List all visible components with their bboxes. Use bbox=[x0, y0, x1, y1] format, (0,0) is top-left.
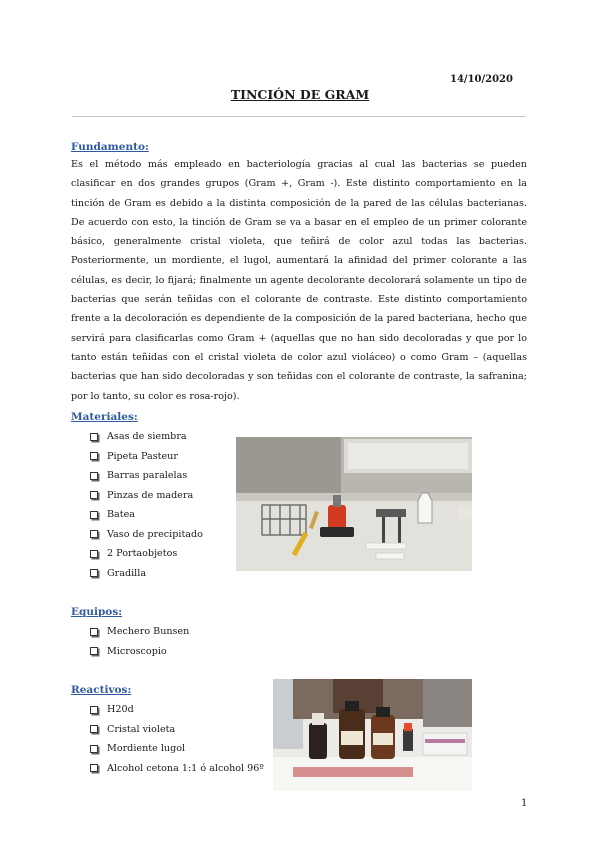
list-item: Cristal violeta bbox=[90, 720, 264, 740]
checkbox-bullet-icon bbox=[90, 628, 98, 636]
reactivos-list bbox=[90, 700, 264, 778]
list-item: 2 Portaobjetos bbox=[90, 544, 203, 564]
checkbox-bullet-icon bbox=[90, 472, 98, 480]
list-item: Gradilla bbox=[90, 564, 203, 584]
reagents-photo bbox=[273, 679, 472, 791]
checkbox-bullet-icon bbox=[90, 647, 98, 655]
checkbox-bullet-icon bbox=[90, 550, 98, 558]
checkbox-bullet-icon bbox=[90, 764, 98, 772]
materiales-heading: Materiales: bbox=[71, 411, 138, 423]
materials-photo bbox=[236, 437, 472, 571]
materiales-list bbox=[90, 427, 203, 583]
checkbox-bullet-icon bbox=[90, 511, 98, 519]
fundamento-paragraph: Es el método más empleado en bacteriología gracias al cual las bacterias se pueden clasificar en dos grandes grupos (Gram +, Gram -). Este distinto comportamiento en la tinción de Gram es debido a la distinta composición de la pared de las células bacterianas. De acuerdo con esto, la tinción de Gram se va a basar en el empleo de un primer colorante básico, generalmente cristal violeta, que teñirá de color azul todas las bacterias. Posteriormente, un mordiente, el lugol, aumentará la afinidad del primer colorante a las células, es decir, lo fijará; finalmente un agente decolorante decolorará solamente un tipo de bacterias que serán teñidas con el colorante de contraste. Este distinto comportamiento frente a la decoloración es dependiente de la composición de la pared bacteriana, hecho que servirá para clasificarlas como Gram + (aquellas que no han sido decoloradas y que por lo tanto están teñidas con el cristal violeta de color azul violáceo) o como Gram – (aquellas bacterias que han sido decoloradas y son teñidas con el colorante de contraste, la safranina; por lo tanto, su color es rosa-rojo). bbox=[71, 159, 527, 402]
reactivos-heading: Reactivos: bbox=[71, 684, 132, 696]
list-item: Mordiente lugol bbox=[90, 739, 264, 759]
checkbox-bullet-icon bbox=[90, 725, 98, 733]
checkbox-bullet-icon bbox=[90, 706, 98, 714]
checkbox-bullet-icon bbox=[90, 433, 98, 441]
fundamento-heading: Fundamento: bbox=[71, 141, 149, 153]
list-item: Vaso de precipitado bbox=[90, 525, 203, 545]
checkbox-bullet-icon bbox=[90, 491, 98, 499]
list-item: Mechero Bunsen bbox=[90, 622, 189, 642]
equipos-heading: Equipos: bbox=[71, 606, 123, 618]
list-item: Asas de siembra bbox=[90, 427, 203, 447]
title-divider bbox=[72, 116, 526, 117]
list-item: Pinzas de madera bbox=[90, 486, 203, 506]
list-item: H20d bbox=[90, 700, 264, 720]
checkbox-bullet-icon bbox=[90, 745, 98, 753]
checkbox-bullet-icon bbox=[90, 530, 98, 538]
page-number: 1 bbox=[521, 798, 528, 809]
checkbox-bullet-icon bbox=[90, 569, 98, 577]
list-item: Microscopio bbox=[90, 642, 189, 662]
checkbox-bullet-icon bbox=[90, 452, 98, 460]
document-title: TINCIÓN DE GRAM bbox=[230, 87, 370, 102]
list-item: Alcohol cetona 1:1 ó alcohol 96º bbox=[90, 759, 264, 779]
list-item: Pipeta Pasteur bbox=[90, 447, 203, 467]
list-item: Barras paralelas bbox=[90, 466, 203, 486]
document-date: 14/10/2020 bbox=[450, 74, 513, 85]
list-item: Batea bbox=[90, 505, 203, 525]
equipos-list bbox=[90, 622, 189, 661]
